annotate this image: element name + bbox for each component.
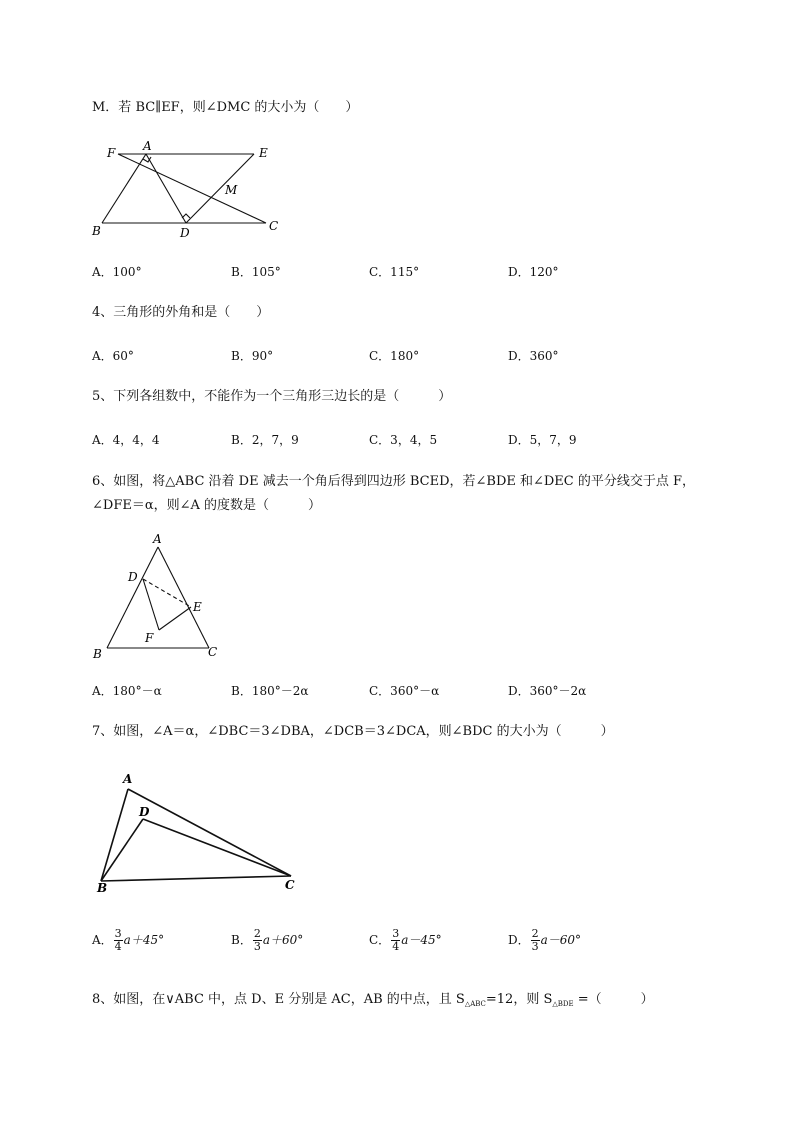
q3-option-c[interactable]: C．115° — [369, 265, 420, 279]
q3-label-d: D — [180, 226, 190, 240]
q6-option-b[interactable]: B．180°－2α — [231, 684, 309, 698]
q6-text-line1: 6、如图，将△ABC 沿着 DE 减去一个角后得到四边形 BCED，若∠BDE 和∠DEC 的平分线交于点 F， — [92, 474, 696, 489]
q6-option-c[interactable]: C．360°－α — [369, 684, 440, 698]
q3-text: M．若 BC∥EF，则∠DMC 的大小为（ ） — [92, 100, 359, 115]
q6-option-d[interactable]: D．360°－2α — [508, 684, 587, 698]
q5-option-c[interactable]: C．3，4，5 — [369, 433, 438, 447]
fraction: $\frac{2}{3}$ — [531, 927, 539, 953]
q4-option-c[interactable]: C．180° — [369, 349, 420, 363]
fraction: $\frac{3}{4}$ — [114, 927, 122, 953]
q6-label-f: F — [145, 631, 154, 645]
q6-label-a: A — [153, 532, 162, 546]
q5-option-b[interactable]: B．2，7，9 — [231, 433, 299, 447]
q7-option-a[interactable]: A． $\frac{3}{4}$ a＋45° — [92, 927, 165, 953]
q5-text: 5、下列各组数中，不能作为一个三角形三边长的是（ ） — [92, 389, 452, 404]
q4-option-d[interactable]: D．360° — [508, 349, 559, 363]
q3-label-m: M — [225, 183, 238, 197]
q3-option-a[interactable]: A．100° — [92, 265, 142, 279]
q3-label-b: B — [92, 224, 101, 238]
q6-text-line2: ∠DFE＝α，则∠A 的度数是（ ） — [92, 498, 322, 513]
q3-option-b[interactable]: B．105° — [231, 265, 281, 279]
q6-label-e: E — [193, 600, 202, 614]
q3-label-e: E — [259, 146, 268, 160]
q7-option-c[interactable]: C． $\frac{3}{4}$ a－45° — [369, 927, 442, 953]
q5-option-a[interactable]: A．4，4，4 — [92, 433, 160, 447]
q6-option-a[interactable]: A．180°－α — [92, 684, 162, 698]
q7-text: 7、如图，∠A＝α，∠DBC＝3∠DBA，∠DCB＝3∠DCA，则∠BDC 的大小为（ ） — [92, 724, 614, 739]
q7-option-b[interactable]: B． $\frac{2}{3}$ a＋60° — [231, 927, 304, 953]
q6-label-d: D — [128, 570, 138, 584]
q7-figure — [90, 765, 305, 895]
q3-label-c: C — [269, 219, 279, 233]
q7-label-c: C — [285, 878, 295, 892]
q8-text: 8、如图，在∨ABC 中，点 D、E 分别是 AC，AB 的中点，且 $S_{\triangle ABC}=12$，则 $S_{\triangle BDE}$ =（ ） — [92, 992, 654, 1008]
q6-label-c: C — [208, 645, 218, 659]
q3-label-f: F — [107, 146, 116, 160]
fraction: $\frac{2}{3}$ — [253, 927, 261, 953]
q7-label-d: D — [139, 805, 150, 819]
fraction: $\frac{3}{4}$ — [392, 927, 400, 953]
q3-figure — [88, 138, 308, 242]
q7-label-b: B — [97, 881, 108, 895]
q4-option-a[interactable]: A．60° — [92, 349, 134, 363]
q6-label-b: B — [93, 647, 102, 661]
q7-option-d[interactable]: D． $\frac{2}{3}$ a－60° — [508, 927, 582, 953]
q3-option-d[interactable]: D．120° — [508, 265, 559, 279]
q4-option-b[interactable]: B．90° — [231, 349, 274, 363]
q5-option-d[interactable]: D．5，7，9 — [508, 433, 577, 447]
q4-text: 4、三角形的外角和是（ ） — [92, 305, 270, 320]
q6-figure — [88, 532, 238, 662]
q7-label-a: A — [123, 772, 133, 786]
q3-label-a: A — [143, 139, 152, 153]
